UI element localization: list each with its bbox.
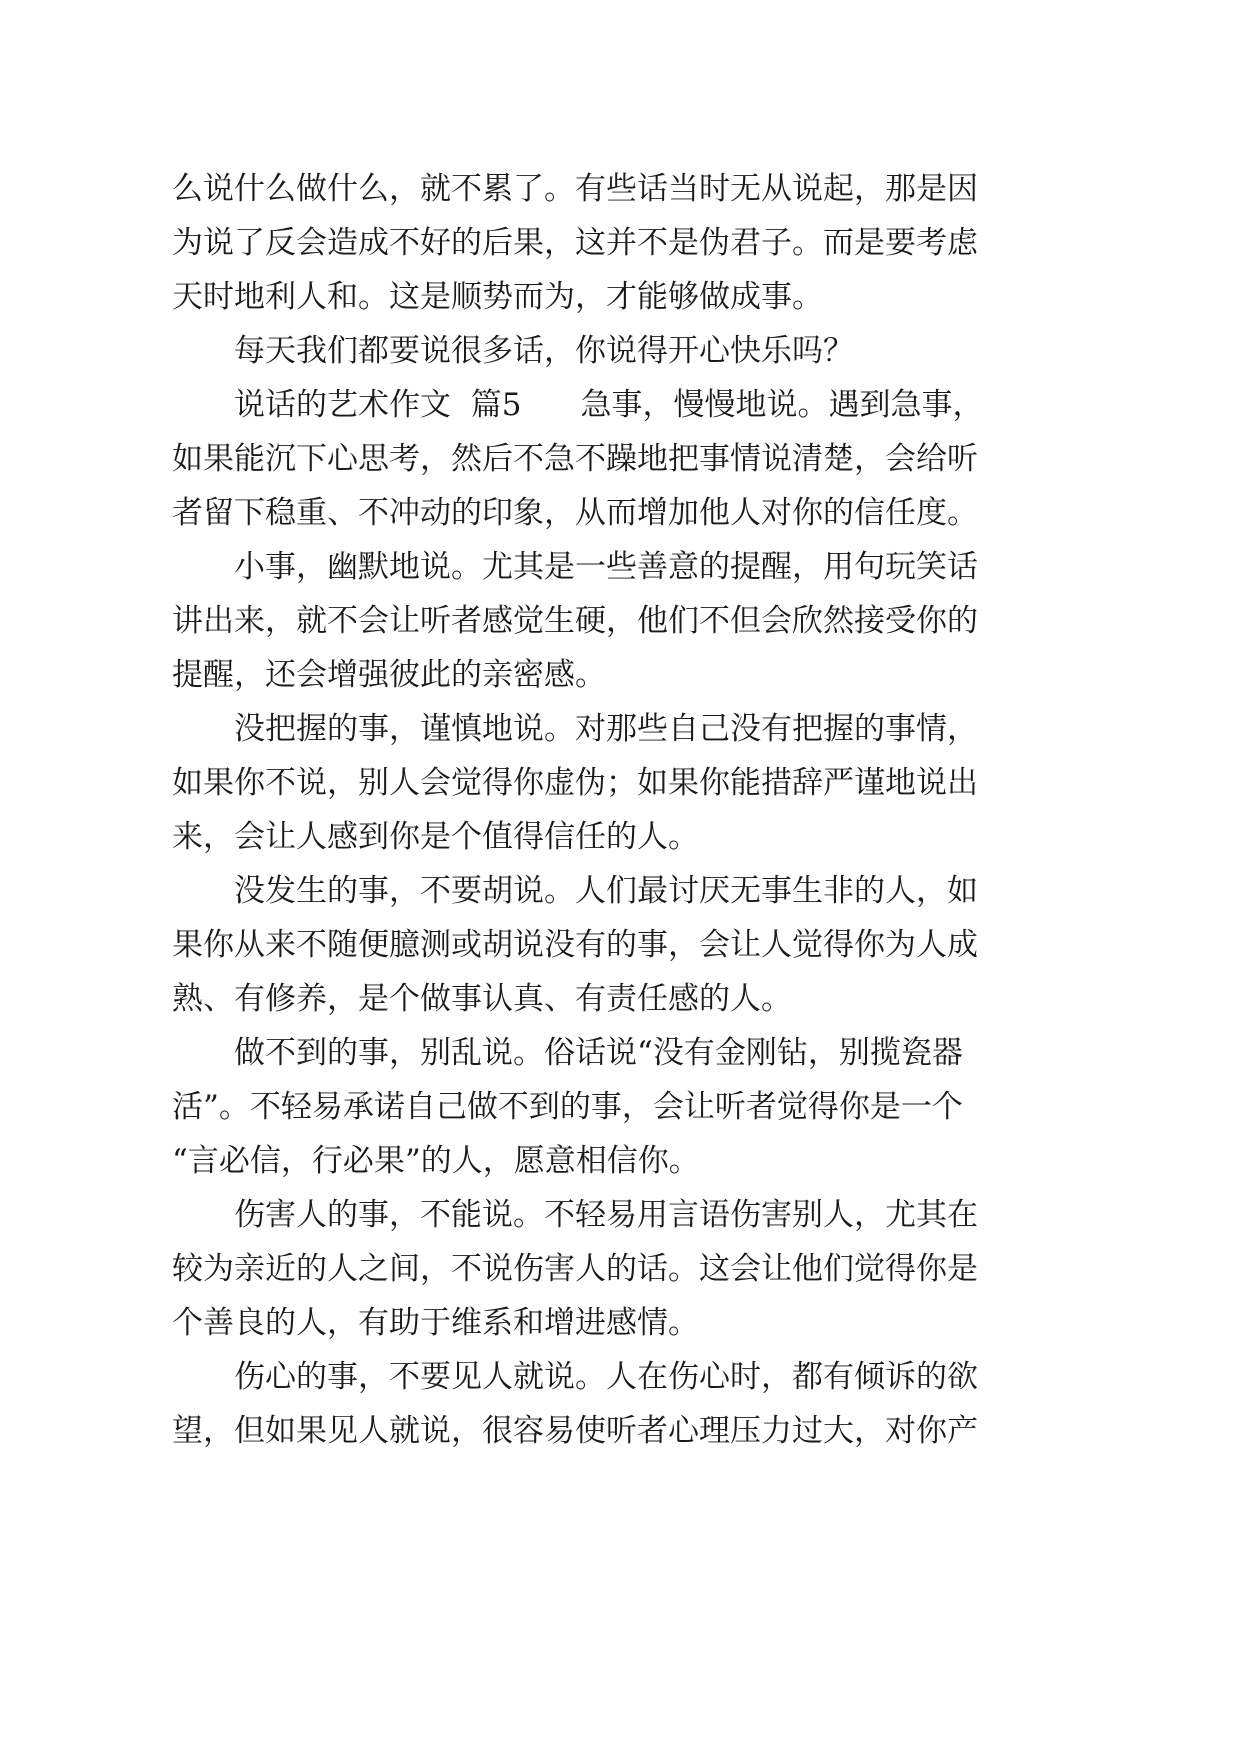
- text-line: 如果你不说，别人会觉得你虚伪；如果你能措辞严谨地说出: [172, 765, 978, 801]
- text-line: 没发生的事，不要胡说。人们最讨厌无事生非的人，如: [234, 873, 978, 909]
- text-line: 伤心的事，不要见人就说。人在伤心时，都有倾诉的欲: [234, 1359, 978, 1395]
- text-line: 如果能沉下心思考，然后不急不躁地把事情说清楚，会给听: [172, 441, 978, 477]
- text-line: 小事，幽默地说。尤其是一些善意的提醒，用句玩笑话: [234, 549, 978, 585]
- text-line: 熟、有修养，是个做事认真、有责任感的人。: [172, 981, 792, 1017]
- text-line: 做不到的事，别乱说。俗话说“没有金刚钻，别揽瓷器: [234, 1035, 963, 1071]
- text-line: 活”。不轻易承诺自己做不到的事，会让听者觉得你是一个: [172, 1089, 963, 1125]
- text-line: 伤害人的事，不能说。不轻易用言语伤害别人，尤其在: [234, 1197, 978, 1233]
- text-line: 么说什么做什么，就不累了。有些话当时无从说起，那是因: [172, 171, 978, 207]
- text-line: 望，但如果见人就说，很容易使听者心理压力过大，对你产: [172, 1413, 978, 1449]
- text-line: 提醒，还会增强彼此的亲密感。: [172, 657, 606, 693]
- text-line: 来，会让人感到你是个值得信任的人。: [172, 819, 699, 855]
- text-line: 没把握的事，谨慎地说。对那些自己没有把握的事情，: [234, 711, 978, 747]
- text-line: 果你从来不随便臆测或胡说没有的事，会让人觉得你为人成: [172, 927, 978, 963]
- text-line: 天时地利人和。这是顺势而为，才能够做成事。: [172, 279, 823, 315]
- text-line: 为说了反会造成不好的后果，这并不是伪君子。而是要考虑: [172, 225, 978, 261]
- text-line: 说话的艺术作文 篇5 急事，慢慢地说。遇到急事，: [234, 387, 984, 423]
- text-line: “言必信，行必果”的人，愿意相信你。: [172, 1143, 700, 1179]
- text-line: 讲出来，就不会让听者感觉生硬，他们不但会欣然接受你的: [172, 603, 978, 639]
- text-line: 每天我们都要说很多话，你说得开心快乐吗？: [234, 333, 854, 369]
- text-line: 个善良的人，有助于维系和增进感情。: [172, 1305, 699, 1341]
- text-line: 者留下稳重、不冲动的印象，从而增加他人对你的信任度。: [172, 495, 978, 531]
- text-line: 较为亲近的人之间，不说伤害人的话。这会让他们觉得你是: [172, 1251, 978, 1287]
